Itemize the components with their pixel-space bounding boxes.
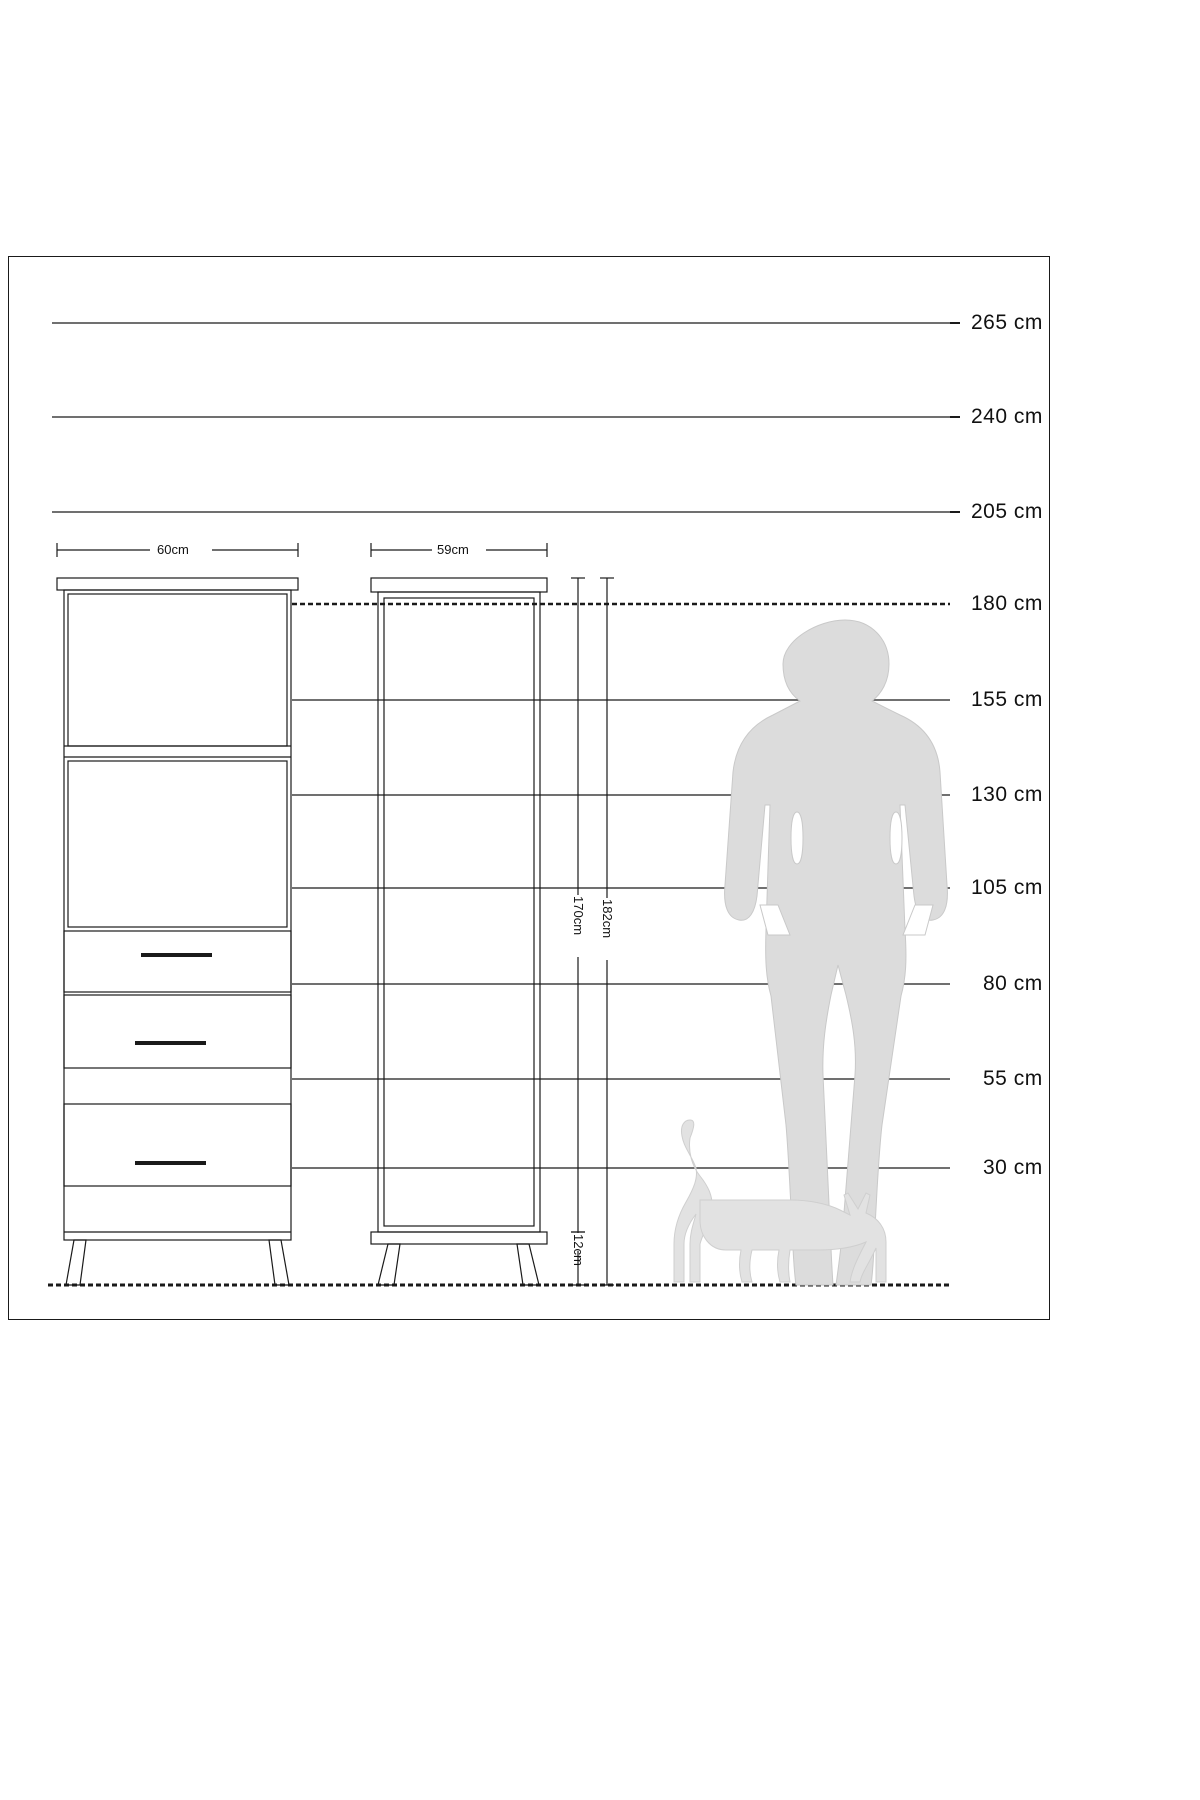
scale-label-205: 205 cm	[971, 500, 1043, 523]
height-label-12: 12cm	[571, 1234, 586, 1266]
man-silhouette	[725, 620, 948, 1285]
height-label-182: 182cm	[600, 899, 615, 939]
scale-label-55: 55 cm	[983, 1067, 1043, 1090]
left-cabinet	[57, 578, 298, 1285]
scale-label-155: 155 cm	[971, 688, 1043, 711]
height-label-170: 170cm	[571, 896, 586, 936]
scale-label-240: 240 cm	[971, 405, 1043, 428]
scale-label-265: 265 cm	[971, 311, 1043, 334]
scale-label-105: 105 cm	[971, 876, 1043, 899]
width-label-59: 59cm	[437, 542, 469, 557]
scale-label-30: 30 cm	[983, 1156, 1043, 1179]
right-cabinet	[371, 578, 547, 1285]
width-label-60: 60cm	[157, 542, 189, 557]
scale-label-130: 130 cm	[971, 783, 1043, 806]
scale-label-180: 180 cm	[971, 592, 1043, 615]
scale-label-80: 80 cm	[983, 972, 1043, 995]
